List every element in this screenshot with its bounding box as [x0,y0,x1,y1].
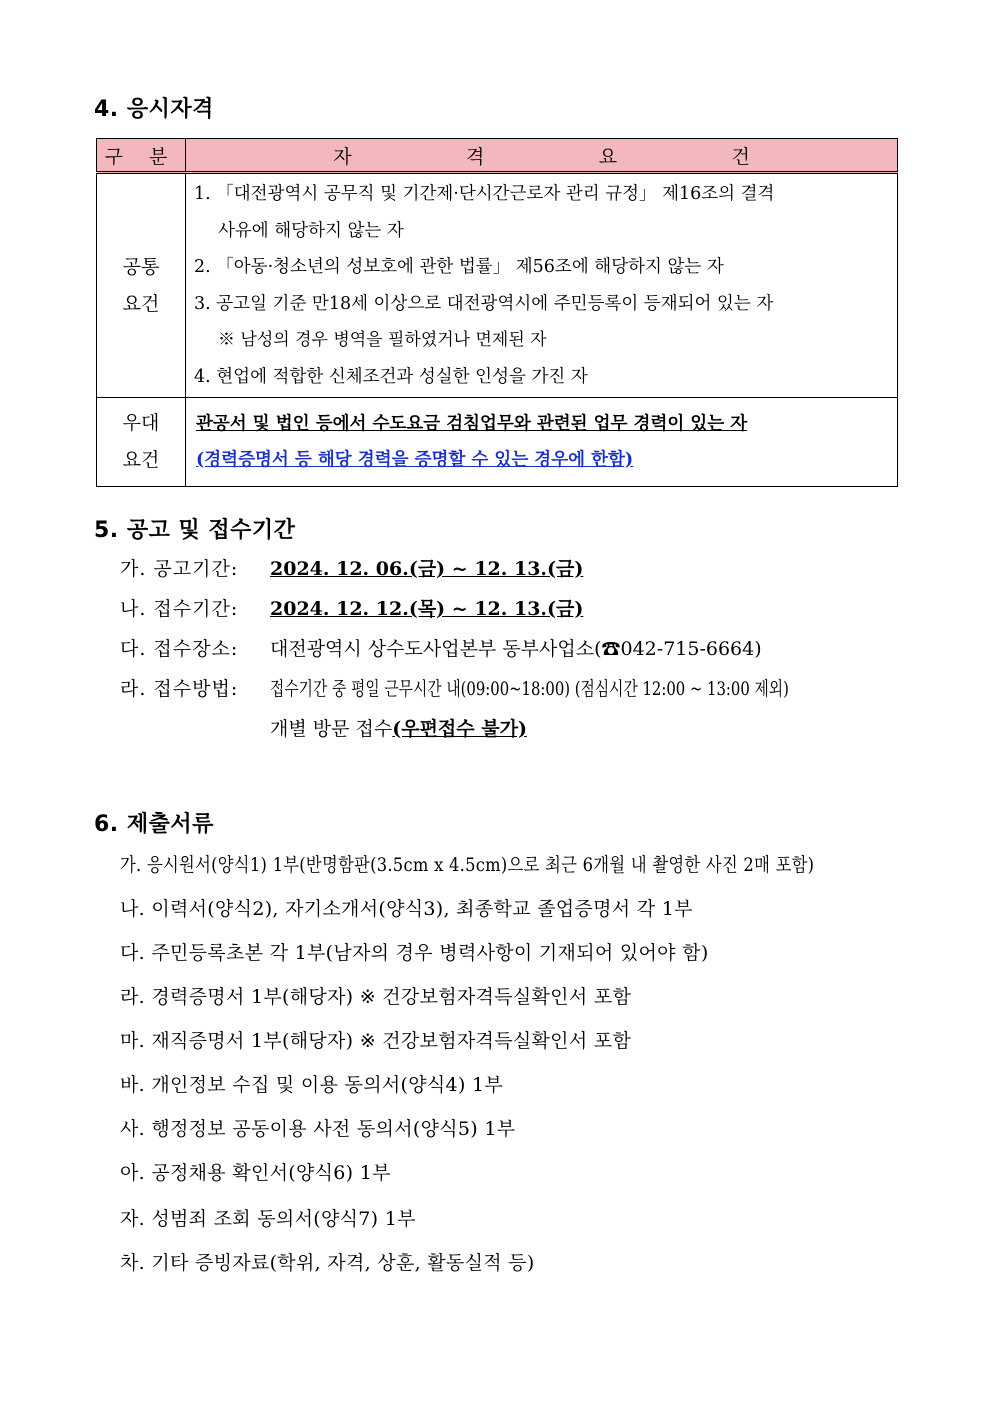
list-item: 자. 성범죄 조회 동의서(양식7) 1부 [120,1208,416,1230]
common-item-3: 3. 공고일 기준 만18세 이상으로 대전광역시에 주민등록이 등재되어 있는 자 [194,293,774,314]
receipt-method-value: 접수기간 중 평일 근무시간 내(09:00~18:00) (점심시간 12:00 ~ 13:00 제외) [270,678,789,700]
receipt-method-row [120,674,935,701]
list-item: 마. 재직증명서 1부(해당자) ※ 건강보험자격득실확인서 포함 [120,1030,632,1052]
preferred-label: 우대 요건 [97,398,186,487]
header-char: 건 [731,145,750,168]
common-item-1-cont: 사유에 해당하지 않는 자 [218,220,404,241]
common-item-1: 1. 「대전광역시 공무직 및 기간제·단시간근로자 관리 규정」 제16조의 결격 [194,184,775,204]
notice-period-row [120,554,583,581]
preferred-requirements [186,398,898,487]
qualification-table [96,138,898,487]
health-insurance-note: ※ 건강보험자격득실확인서 포함 [359,1030,632,1052]
header-category: 구 분 [97,139,186,173]
preferred-line-1: 관공서 및 법인 등에서 수도요금 검침업무와 관련된 업무 경력이 있는 자 [196,414,748,434]
receipt-period-value: 2024. 12. 12.(목) ~ 12. 13.(금) [270,598,584,620]
table-row-preferred [97,398,898,487]
list-item: 다. 주민등록초본 각 1부(남자의 경우 병력사항이 기재되어 있어야 함) [120,942,709,964]
table-row-common [97,173,898,398]
receipt-place-row [120,634,762,661]
notice-period-label: 가. 공고기간: [120,558,239,580]
receipt-method-label: 라. 접수방법: [120,678,239,700]
section4-title: 4. 응시자격 [94,97,214,122]
section5-title: 5. 공고 및 접수기간 [94,518,296,543]
header-char: 격 [465,145,485,168]
common-item-4: 4. 현업에 적합한 신체조건과 성실한 인성을 가진 자 [194,366,588,387]
section6-title: 6. 제출서류 [94,812,214,837]
receipt-place-value: 대전광역시 상수도사업본부 동부사업소(☎042-715-6664) [270,638,762,660]
receipt-place-label: 다. 접수장소: [120,638,239,660]
table-header-row [97,139,898,173]
receipt-period-row [120,594,583,621]
common-item-3-note: ※ 남성의 경우 병역을 필하였거나 면제된 자 [218,330,547,350]
receipt-period-label: 나. 접수기간: [120,598,239,620]
header-char: 자 [333,145,352,168]
list-item: 바. 개인정보 수집 및 이용 동의서(양식4) 1부 [120,1074,504,1096]
list-item: 나. 이력서(양식2), 자기소개서(양식3), 최종학교 졸업증명서 각 1부 [120,898,693,920]
common-label: 공통 요건 [97,173,186,398]
no-mail-notice: (우편접수 불가) [392,718,527,740]
header-char: 요 [598,145,618,168]
health-insurance-note: ※ 건강보험자격득실확인서 포함 [359,986,632,1008]
common-item-2: 2. 「아동·청소년의 성보호에 관한 법률」 제56조에 해당하지 않는 자 [194,257,724,277]
list-item: 아. 공정채용 확인서(양식6) 1부 [120,1162,391,1184]
header-requirements [186,139,898,173]
list-item: 가. 응시원서(양식1) 1부(반명함판(3.5cm x 4.5cm)으로 최근 6개월 내 촬영한 사진 2매 포함) [120,854,815,876]
common-requirements [186,173,898,398]
list-item: 사. 행정정보 공동이용 사전 동의서(양식5) 1부 [120,1118,516,1140]
notice-period-value: 2024. 12. 06.(금) ~ 12. 13.(금) [270,558,584,580]
receipt-method-line2: 개별 방문 접수(우편접수 불가) [270,718,527,740]
list-item: 라. 경력증명서 1부(해당자) ※ 건강보험자격득실확인서 포함 [120,986,632,1008]
list-item: 차. 기타 증빙자료(학위, 자격, 상훈, 활동실적 등) [120,1252,535,1274]
preferred-line-2: (경력증명서 등 해당 경력을 증명할 수 있는 경우에 한함) [196,450,634,470]
